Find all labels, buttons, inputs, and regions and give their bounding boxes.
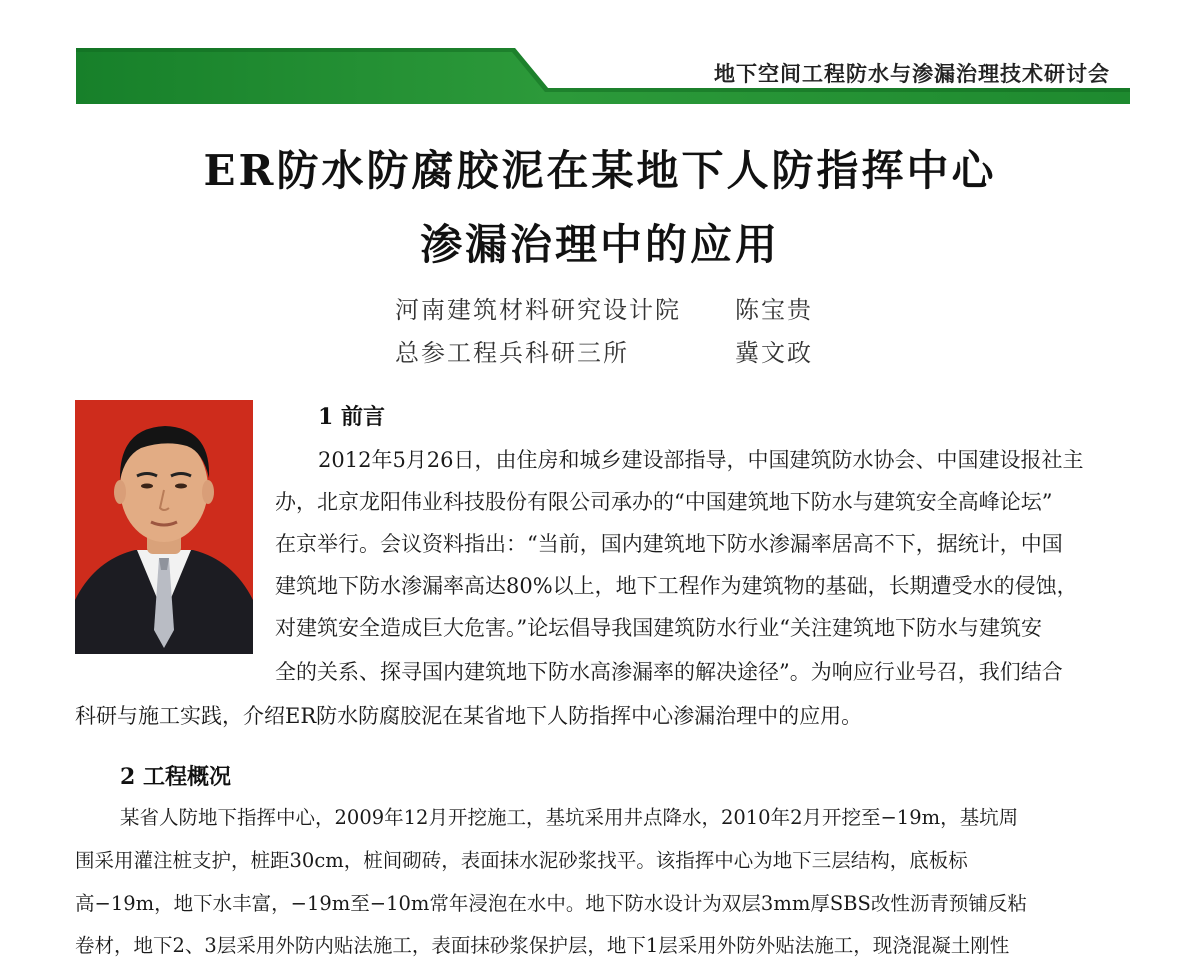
paragraph-line: 某省人防地下指挥中心，2009年12月开挖施工，基坑采用井点降水，2010年2月开挖至−19m，基坑周 (120, 806, 1019, 829)
author-name: 陈宝贵 (735, 296, 813, 324)
paragraph-line: 全的关系、探寻国内建筑地下防水高渗漏率的解决途径”。为响应行业号召，我们结合 (275, 660, 1063, 684)
paragraph-line: 科研与施工实践，介绍ER防水防腐胶泥在某省地下人防指挥中心渗漏治理中的应用。 (75, 704, 863, 728)
paragraph-line: 办，北京龙阳伟业科技股份有限公司承办的“中国建筑地下防水与建筑安全高峰论坛” (275, 490, 1053, 514)
paragraph-line: 高−19m，地下水丰富，−19m至−10m常年浸泡在水中。地下防水设计为双层3mm厚SBS改性沥青预铺反粘 (75, 892, 1027, 915)
article-title-line-1: ER防水防腐胶泥在某地下人防指挥中心 (203, 146, 997, 195)
author-row (395, 333, 813, 368)
paragraph-line: 对建筑安全造成巨大危害。”论坛倡导我国建筑防水行业“关注建筑地下防水与建筑安 (275, 616, 1042, 640)
conference-title: 地下空间工程防水与渗漏治理技术研讨会 (714, 62, 1110, 86)
author-portrait-photo (75, 400, 253, 654)
author-affiliation: 河南建筑材料研究设计院 (395, 296, 681, 324)
paragraph-line: 在京举行。会议资料指出：“当前，国内建筑地下防水渗漏率居高不下，据统计，中国 (275, 532, 1063, 556)
paragraph-line: 卷材，地下2、3层采用外防内贴法施工，表面抹砂浆保护层，地下1层采用外防外贴法施工，现浇混凝土刚性 (75, 934, 1010, 957)
author-affiliation: 总参工程兵科研三所 (395, 339, 629, 367)
section-heading: 2 工程概况 (120, 764, 231, 790)
author-name: 冀文政 (735, 339, 813, 367)
section-heading: 1 前言 (318, 404, 385, 430)
paragraph-line: 2012年5月26日，由住房和城乡建设部指导，中国建筑防水协会、中国建设报社主 (318, 448, 1084, 472)
author-row (395, 290, 813, 325)
paragraph-line: 建筑地下防水渗漏率高达80%以上，地下工程作为建筑物的基础，长期遭受水的侵蚀， (275, 574, 1078, 598)
header-band-graphic (0, 0, 1200, 110)
paragraph-line: 围采用灌注桩支护，桩距30cm，桩间砌砖，表面抹水泥砂浆找平。该指挥中心为地下三层结构，底板标 (75, 849, 968, 872)
header-band (0, 0, 1200, 110)
article-title-line-2: 渗漏治理中的应用 (419, 220, 780, 269)
